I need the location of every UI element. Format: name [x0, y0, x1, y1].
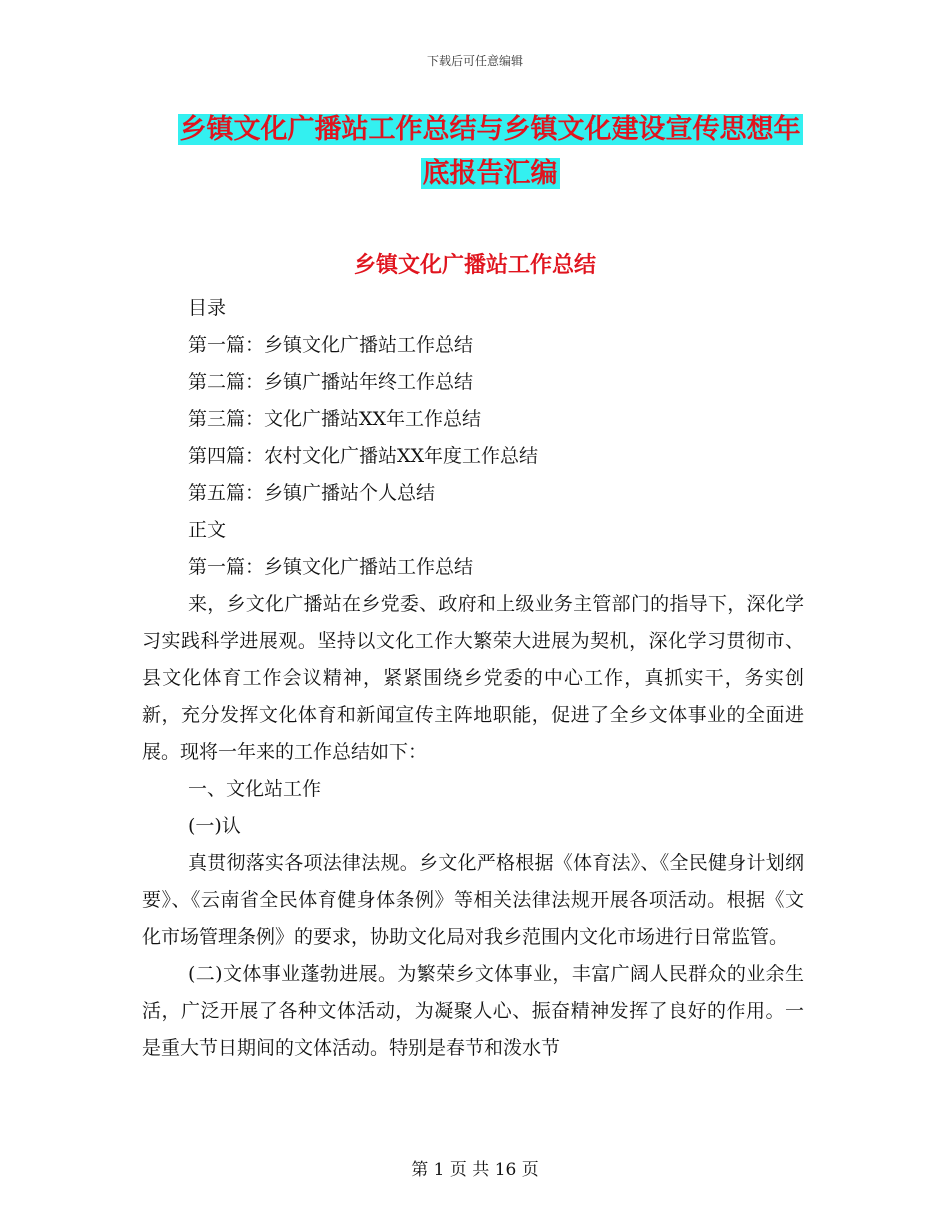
toc-item: 第一篇：乡镇文化广播站工作总结: [188, 334, 474, 356]
toc-label: 目录: [188, 297, 227, 319]
document-title: [140, 108, 840, 196]
paragraph: (二)文体事业蓬勃进展。为繁荣乡文体事业，丰富广阔人民群众的业余生活，广泛开展了各种文体活动，为凝聚人心、振奋精神发挥了良好的作用。一是重大节日期间的文体活动。特别是春节和泼水节: [142, 963, 804, 1059]
heading: 一、文化站工作: [188, 778, 322, 800]
toc-item: 第五篇：乡镇广播站个人总结: [188, 482, 436, 504]
paragraph: 来，乡文化广播站在乡党委、政府和上级业务主管部门的指导下，深化学习实践科学进展观。坚持以文化工作大繁荣大进展为契机，深化学习贯彻市、县文化体育工作会议精神，紧紧围绕乡党委的中心工作，真抓实干，务实创新，充分发挥文化体育和新闻宣传主阵地职能，促进了全乡文体事业的全面进展。现将一年来的工作总结如下：: [142, 593, 804, 763]
toc-item: 第四篇：农村文化广播站XX年度工作总结: [188, 445, 539, 467]
body-label: 正文: [188, 519, 227, 541]
paragraph: 真贯彻落实各项法律法规。乡文化严格根据《体育法》、《全民健身计划纲要》、《云南省全民体育健身体条例》等相关法律法规开展各项活动。根据《文化市场管理条例》的要求，协助文化局对我乡范围内文化市场进行日常监管。: [142, 852, 804, 948]
toc-item: 第二篇：乡镇广播站年终工作总结: [188, 371, 474, 393]
document-body: [142, 290, 804, 1067]
section-title: 乡镇文化广播站工作总结: [353, 253, 596, 278]
subheading: (一)认: [188, 815, 241, 837]
header-note: 下载后可任意编辑: [426, 54, 523, 68]
part-title: 第一篇：乡镇文化广播站工作总结: [188, 556, 474, 578]
title-line-2: 底报告汇编: [422, 158, 558, 189]
title-line-1: 乡镇文化广播站工作总结与乡镇文化建设宣传思想年: [179, 114, 801, 145]
page-footer: 第 1 页 共 16 页: [411, 1160, 539, 1180]
toc-item: 第三篇：文化广播站XX年工作总结: [188, 408, 482, 430]
